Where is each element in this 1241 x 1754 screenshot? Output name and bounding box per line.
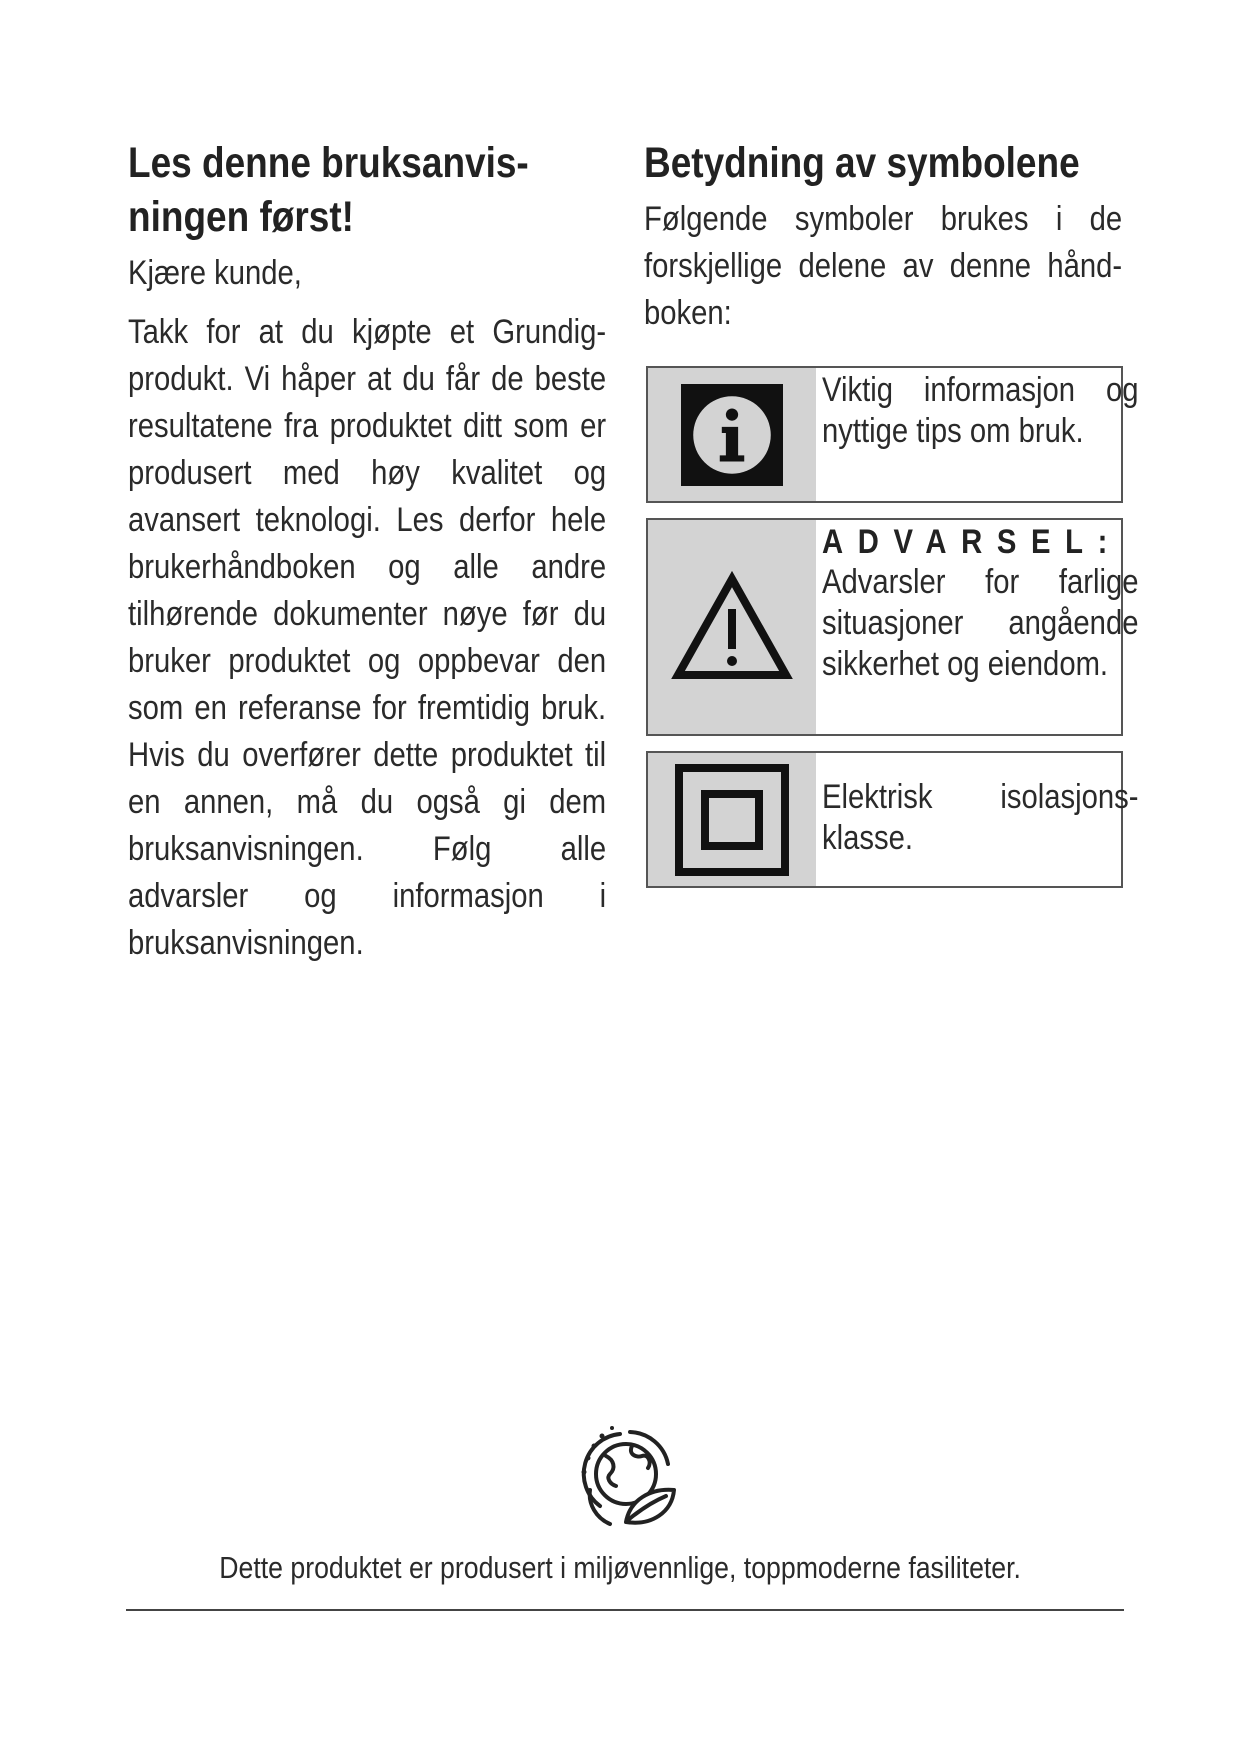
greeting: Kjære kunde, [128,254,302,292]
class-ii-insulation-icon [648,753,816,886]
eco-globe-leaf-icon [570,1418,682,1540]
symbols-heading: Betydning av symbolene [644,139,1080,187]
symbol-row-info [646,366,1139,503]
warning-icon [648,520,816,734]
intro-paragraph: Takk for at du kjøpte et Grundig-produkt. Vi håper at du får de beste resultatene fra produktet ditt som er produsert med høy kvalitet og avansert teknologi. Les derfor hele brukerhåndboken og alle andre tilhørende dokumenter nøye før du bruker produktet og oppbevar den som en referanse for fremtidig bruk. Hvis du overfører dette produktet til en annen, må du også gi dem bruksanvisningen. Følg alle advarsler og informasjon i bruksanvisningen. [128,313,607,962]
eco-note [0,1548,1241,1588]
symbol-row-warning [646,518,1139,736]
symbols-section [644,136,1122,337]
eco-note-text: Dette produktet er produsert i miljøvennlige, toppmoderne fasiliteter. [219,1550,1022,1585]
page-title-line-1: Les denne bruksanvis- [128,139,529,187]
symbol-row-insulation [646,751,1139,888]
page-title [128,136,539,244]
page-title-line-2: ningen først! [128,193,354,241]
intro-section [128,136,606,967]
info-symbol-description: Viktig informasjon og nyttige tips om bruk. [822,371,1139,450]
warning-symbol-description: Advarsler for farlige situasjoner angående sikkerhet og eiendom. [822,563,1139,683]
symbols-intro: Følgende symboler brukes i de forskjellige delene av denne håndboken: [644,200,1123,332]
warning-title: ADVARSEL: [822,523,1122,561]
info-icon [648,368,816,501]
insulation-symbol-description: Elektrisk isolasjonsklasse. [822,778,1139,857]
footer-divider [126,1609,1124,1611]
